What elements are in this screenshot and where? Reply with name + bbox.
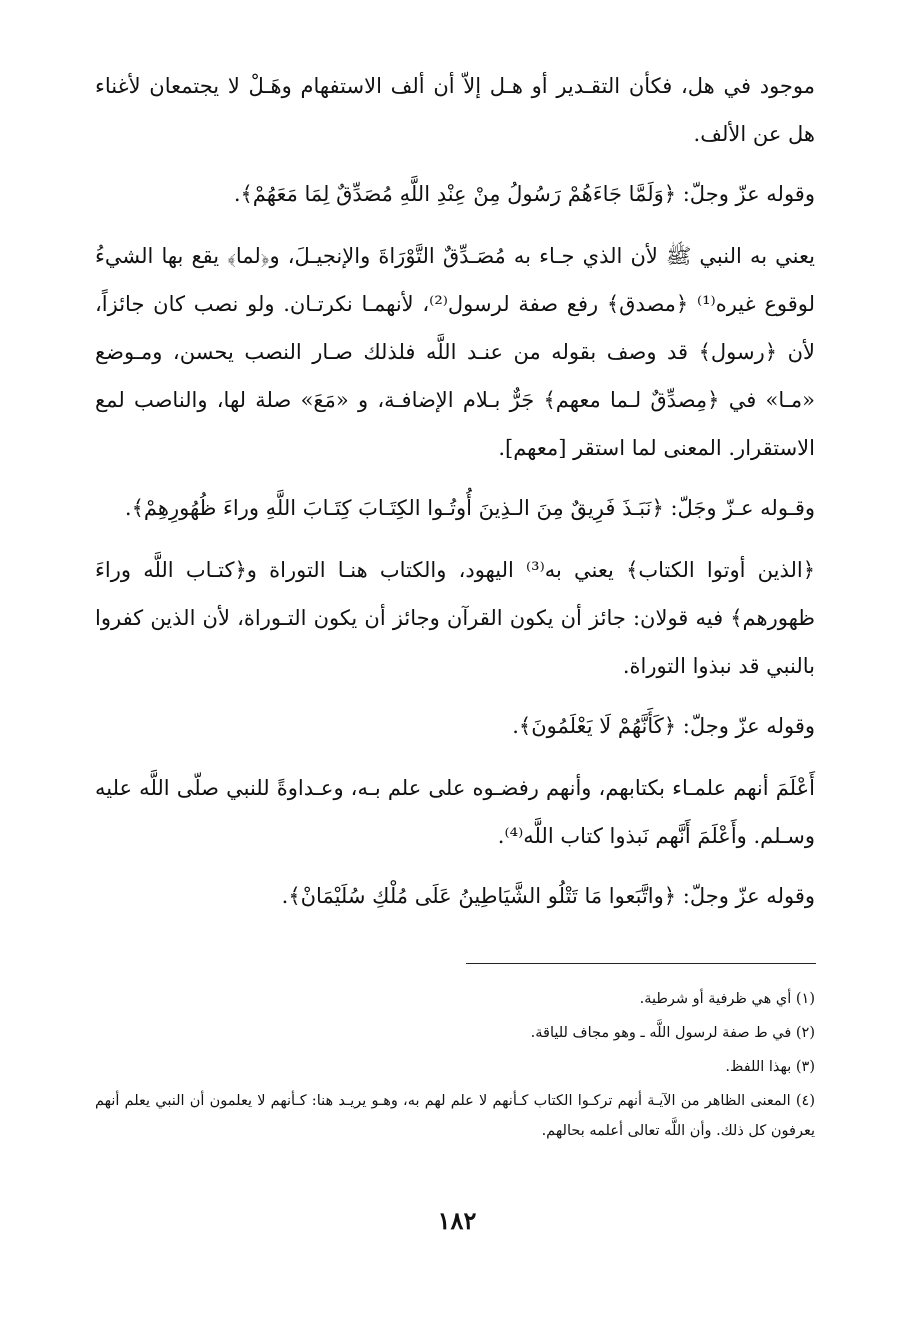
footnote-1: (١) أي هي ظرفية أو شرطية. (639, 991, 815, 1007)
paragraph-commentary-1: يعني به النبي ﷺ لأن الذي جـاء به مُصَـدِّقٌ التَّوْرَاةَ والإنجيـلَ، و﴿لما﴾ يقع بها الشيءُ لوقوع غيره⁽¹⁾ ﴿مصدق﴾ رفع صفة لرسول⁽²⁾، لأنهمـا نكرتـان. ولو نصب كان جائزاً، لأن ﴿رسول﴾ قد وصف بقوله من عنـد اللَّه فلذلك صـار النصب يحسن، ومـوضع «مـا» في ﴿مِصدِّقٌ لـما معهم﴾ جَرٌّ بـلام الإضافـة، و «مَعَ» صلة لها، والناصب لمع الاستقرار. المعنى لما استقر [معهم]. (95, 244, 816, 460)
footnote-3: (٣) بهذا اللفظ. (725, 1059, 815, 1075)
paragraph-verse-2: وقـوله عـزّ وجَلّ: ﴿نَبَـذَ فَرِيقٌ مِنَ الـذِينَ أُوتُـوا الكِتَـابَ كِتَـابَ اللَّهِ وراءَ ظُهُورِهِمْ﴾. (124, 496, 815, 520)
page-number: ١٨٢ (437, 1206, 477, 1235)
paragraph-continuation: موجود في هل، فكأن التقـدير أو هـل إلاّ أن ألف الاستفهام وهَـلْ لا يجتمعان لأغناء هل عن الألف. (95, 74, 815, 146)
paragraph-verse-3: وقوله عزّ وجلّ: ﴿كَأَنَّهُمْ لَا يَعْلَمُونَ﴾. (512, 714, 815, 738)
footnote-2: (٢) في ط صفة لرسول اللَّه ـ وهو مجاف للياقة. (530, 1025, 815, 1041)
paragraph-verse-4: وقوله عزّ وجلّ: ﴿واتَّبَعوا مَا تَتْلُو الشَّيَاطِينُ عَلَى مُلْكِ سُلَيْمَانْ﴾. (281, 884, 815, 908)
main-text (95, 62, 815, 934)
paragraph-commentary-2: ﴿الذين أوتوا الكتاب﴾ يعني به⁽³⁾ اليهود، والكتاب هنـا التوراة و﴿كتـاب اللَّه وراءَ ظهورهم﴾ فيه قولان: جائز أن يكون القرآن وجائز أن يكون التـوراة، لأن الذين كفروا بالنبي قد نبذوا التوراة. (95, 558, 816, 678)
footnotes (95, 984, 815, 1150)
footnote-separator (466, 963, 816, 964)
paragraph-verse-1: وقوله عزّ وجلّ: ﴿وَلَمَّا جَاءَهُمْ رَسُولُ مِنْ عِنْدِ اللَّهِ مُصَدِّقٌ لِمَا مَعَهُمْ﴾. (233, 182, 815, 206)
paragraph-commentary-3: أَعْلَمَ أنهم علمـاء بكتابهم، وأنهم رفضـوه على علم بـه، وعـداوةً للنبي صلّى اللَّه عليه وسـلم. وأَعْلَمَ أَنَّهم نَبذوا كتاب اللَّه⁽⁴⁾. (95, 776, 815, 848)
footnote-4: (٤) المعنى الظاهر من الآيـة أنهم تركـوا الكتاب كـأنهم لا علم لهم به، وهـو يريـد هنا: كـأنهم لا يعلمون أن النبي يعلم أنهم يعرفون كل ذلك. وأن اللَّه تعالى أعلمه بحالهم. (95, 1093, 815, 1139)
